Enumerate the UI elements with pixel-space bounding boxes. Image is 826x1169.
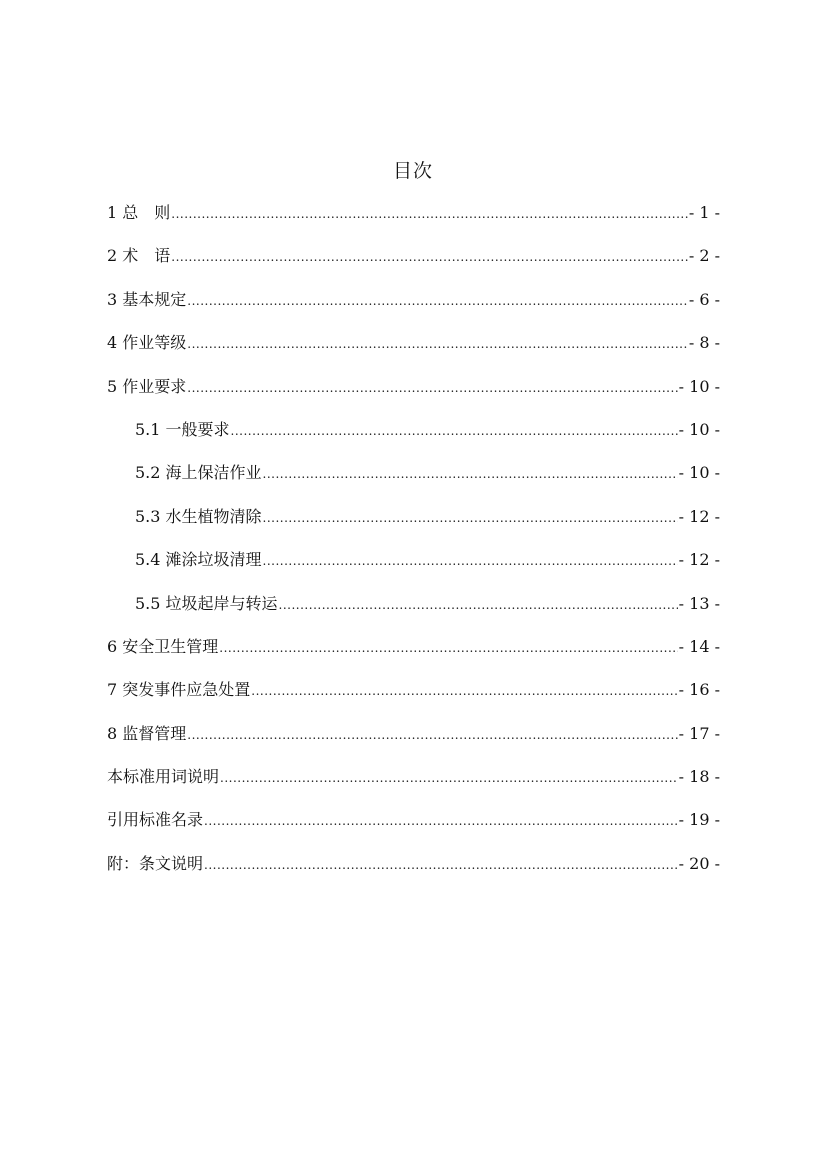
toc-entry-label: 5.5 垃圾起岸与转运 (135, 593, 278, 613)
toc-entry-page: - 10 - (678, 463, 720, 483)
dot-leader (263, 503, 678, 533)
toc-entry-page: - 10 - (678, 376, 720, 396)
toc-subentry[interactable] (107, 458, 720, 501)
toc-entry-label: 7 突发事件应急处置 (107, 680, 251, 700)
toc-entry[interactable] (107, 849, 720, 892)
toc-entry[interactable] (107, 285, 720, 328)
toc-entry-label: 5.2 海上保洁作业 (135, 463, 262, 483)
dot-leader (187, 329, 688, 359)
toc-entry-page: - 6 - (688, 289, 720, 309)
toc-entry-label: 2 术 语 (107, 246, 171, 266)
page-title: 目次 (392, 160, 433, 182)
dot-leader (231, 416, 678, 446)
dot-leader (187, 720, 677, 750)
toc-entry-page: - 1 - (688, 203, 720, 222)
toc-entry-page: - 8 - (688, 333, 720, 353)
toc-entry[interactable] (107, 328, 720, 371)
toc-entry-label: 5.4 滩涂垃圾清理 (135, 550, 262, 570)
toc-entry-label: 5.1 一般要求 (135, 419, 230, 439)
dot-leader (219, 633, 677, 663)
dot-leader (204, 850, 678, 880)
toc-entry-label: 1 总 则 (107, 203, 171, 222)
dot-leader (279, 590, 678, 620)
toc-entry[interactable] (107, 241, 720, 284)
toc-entry-page: - 13 - (678, 593, 720, 613)
toc-entry-page: - 2 - (688, 246, 720, 266)
toc-entry-label: 5.3 水生植物清除 (135, 506, 262, 526)
dot-leader (220, 763, 678, 793)
toc-entry-label: 4 作业等级 (107, 333, 187, 353)
toc-entry-page: - 20 - (678, 853, 720, 873)
toc-entry-label: 5 作业要求 (107, 376, 187, 396)
toc-entry-label: 3 基本规定 (107, 289, 187, 309)
toc-entry-page: - 18 - (678, 767, 720, 787)
toc-entry[interactable] (107, 719, 720, 762)
toc-entry-label: 8 监督管理 (107, 723, 187, 743)
dot-leader (263, 459, 678, 489)
table-of-contents (107, 198, 720, 892)
toc-subentry[interactable] (107, 589, 720, 632)
toc-subentry[interactable] (107, 502, 720, 545)
toc-entry[interactable] (107, 198, 720, 241)
toc-entry[interactable] (107, 372, 720, 415)
dot-leader (251, 676, 677, 706)
toc-entry[interactable] (107, 805, 720, 848)
toc-subentry[interactable] (107, 415, 720, 458)
toc-entry-label: 附：条文说明 (107, 853, 204, 873)
toc-entry-page: - 17 - (678, 723, 720, 743)
toc-entry[interactable] (107, 762, 720, 805)
dot-leader (263, 546, 678, 576)
toc-subentry[interactable] (107, 545, 720, 588)
toc-entry-page: - 10 - (678, 419, 720, 439)
toc-entry-label: 引用标准名录 (107, 810, 204, 830)
toc-entry-page: - 19 - (678, 810, 720, 830)
dot-leader (204, 806, 678, 836)
toc-entry-page: - 14 - (678, 636, 720, 656)
dot-leader (171, 199, 688, 229)
dot-leader (187, 373, 677, 403)
toc-entry[interactable] (107, 675, 720, 718)
toc-entry-label: 本标准用词说明 (107, 767, 220, 787)
toc-entry-page: - 12 - (678, 506, 720, 526)
dot-leader (187, 286, 688, 316)
toc-entry-label: 6 安全卫生管理 (107, 636, 219, 656)
toc-entry-page: - 16 - (678, 680, 720, 700)
toc-entry-page: - 12 - (678, 550, 720, 570)
toc-entry[interactable] (107, 632, 720, 675)
dot-leader (171, 242, 688, 272)
